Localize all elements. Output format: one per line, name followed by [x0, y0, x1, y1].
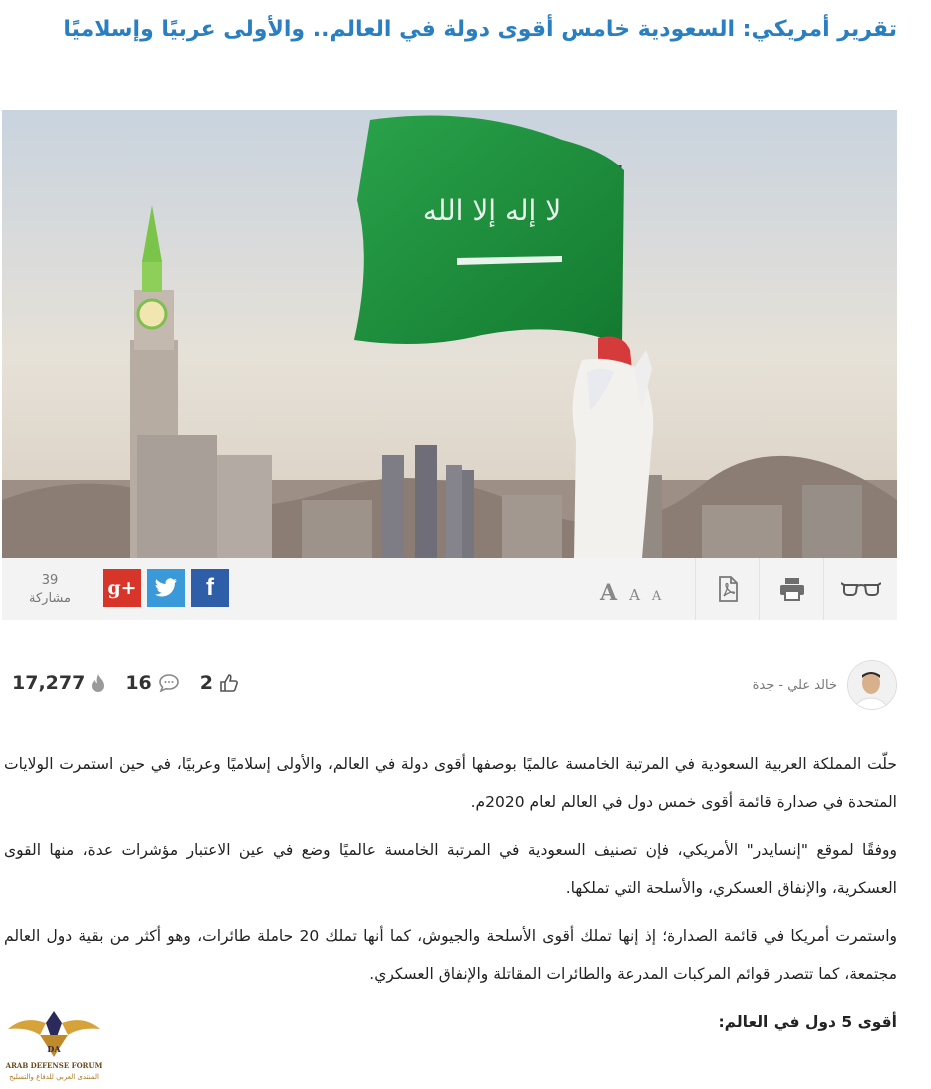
- article-stats: [12, 672, 259, 694]
- twitter-icon: [154, 578, 178, 598]
- facebook-icon: f: [206, 574, 214, 601]
- share-count-number: 39: [41, 573, 59, 588]
- author-info[interactable]: [753, 660, 897, 710]
- logo-text-arabic: المنتدى العربي للدفاع والتسليح: [9, 1073, 99, 1081]
- google-plus-share-button[interactable]: [103, 569, 141, 607]
- author-photo: [847, 661, 896, 710]
- flame-icon: [91, 673, 105, 693]
- svg-text:DA: DA: [47, 1044, 61, 1054]
- likes-count: 2: [199, 672, 214, 694]
- comment-bubble-icon: [158, 673, 180, 693]
- share-count-label: مشاركة: [29, 591, 71, 606]
- article-toolbar: [2, 558, 897, 620]
- font-size-large-button[interactable]: A: [600, 580, 618, 606]
- comments-stat[interactable]: [125, 672, 179, 694]
- thumbs-up-icon: [219, 673, 239, 693]
- print-button[interactable]: [759, 558, 823, 620]
- article-body: [4, 745, 897, 1051]
- pdf-icon: [716, 576, 740, 602]
- glasses-icon: [841, 580, 881, 598]
- google-plus-icon: g+: [107, 577, 137, 599]
- font-size-controls: [600, 580, 661, 606]
- font-size-medium-button[interactable]: A: [629, 586, 640, 604]
- article-paragraph: ووفقًا لموقع "إنسايدر" الأمريكي، فإن تصنيف السعودية في المرتبة الخامسة عالميًا وضع في عين الاعتبار مؤشرات عدة، منها القوى العسكرية، والإنفاق العسكري، والأسلحة التي تملكها.: [4, 841, 897, 897]
- comments-count: 16: [125, 672, 152, 694]
- article-subheading: أقوى 5 دول في العالم:: [718, 1013, 897, 1031]
- hero-image: [2, 110, 897, 558]
- eagle-logo-icon: [4, 1005, 104, 1061]
- article-paragraph: حلّت المملكة العربية السعودية في المرتبة الخامسة عالميًا بوصفها أقوى دولة في العالم، والأولى إسلاميًا وعربيًا، في حين استمرت الولايات المتحدة في صدارة قائمة أقوى خمس دول في العالم لعام 2020م.: [4, 755, 897, 811]
- printer-icon: [779, 577, 805, 601]
- pdf-button[interactable]: [695, 558, 759, 620]
- svg-text:لا إله إلا الله: لا إله إلا الله: [422, 194, 562, 227]
- twitter-share-button[interactable]: [147, 569, 185, 607]
- views-count: 17,277: [12, 672, 86, 694]
- hero-illustration: [2, 110, 897, 558]
- article-paragraph: واستمرت أمريكا في قائمة الصدارة؛ إذ إنها تملك أقوى الأسلحة والجيوش، كما أنها تملك 20 حاملة طائرات، وهو أكثر من بقية دول العالم مجتمعة، كما تتصدر قوائم المركبات المدرعة والطائرات المقاتلة والإنفاق العسكري.: [4, 927, 897, 983]
- logo-text-english: ARAB DEFENSE FORUM: [5, 1061, 103, 1070]
- likes-stat[interactable]: [200, 672, 239, 694]
- author-name[interactable]: خالد علي - جدة: [752, 677, 837, 693]
- views-stat: [12, 672, 105, 694]
- author-avatar: [847, 660, 897, 710]
- reading-mode-button[interactable]: [823, 558, 897, 620]
- article-meta: [0, 660, 931, 710]
- font-size-small-button[interactable]: A: [651, 589, 662, 604]
- share-count: [24, 572, 76, 608]
- site-watermark-logo: [4, 1005, 104, 1089]
- article-title: تقرير أمريكي: السعودية خامس أقوى دولة في العالم.. والأولى عربيًا وإسلاميًا: [63, 17, 897, 42]
- facebook-share-button[interactable]: [191, 569, 229, 607]
